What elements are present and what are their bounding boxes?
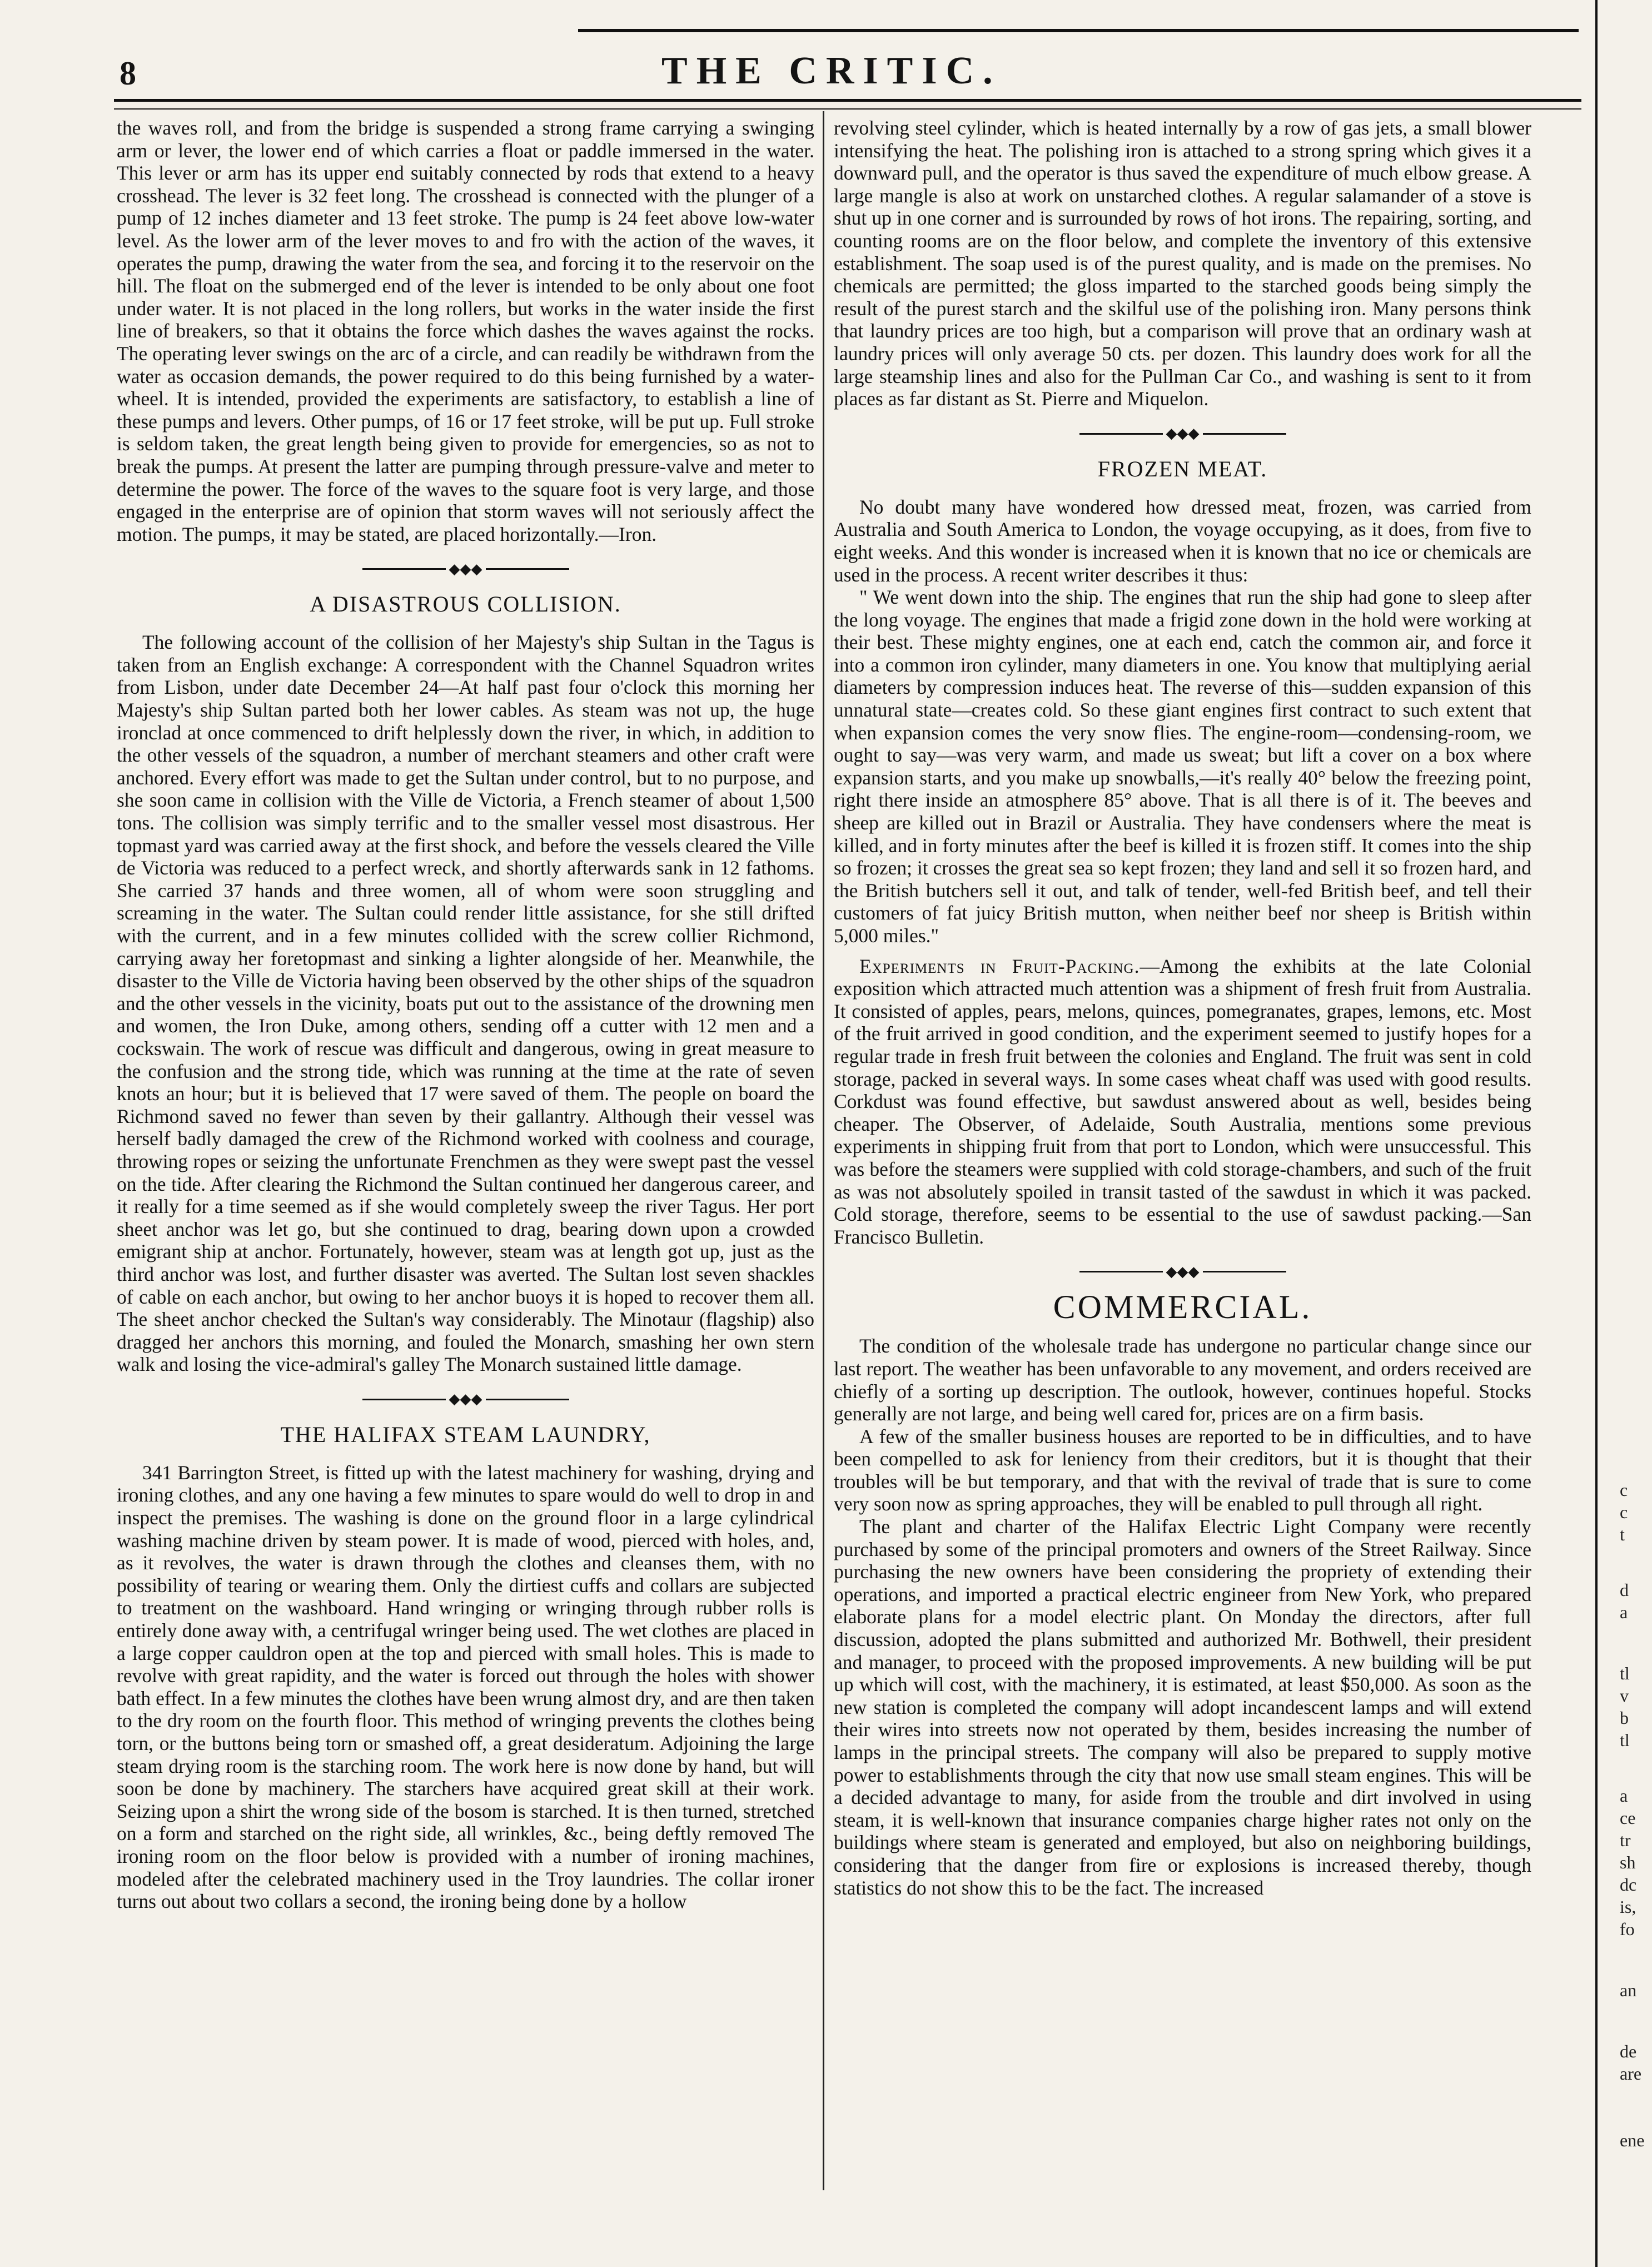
edge-fragment: a bbox=[1620, 1602, 1628, 1622]
laundry-continued: revolving steel cylinder, which is heated internally by a row of gas jets, a small blower intensifying the heat. The polishing iron is attached to a strong spring which gives it a downward pull, and the operator is thus saved the expenditure of much elbow grease. A large mangle is also at work on unstarched clothes. A regular salamander of a stove is shut up in one corner and is surrounded by rows of hot irons. The repairing, sorting, and counting rooms are on the floor below, and complete the inventory of this extensive establishment. The soap used is of the purest quality, and is made on the premises. No chemicals are permitted; the gloss imparted to the starched goods being simply the result of the purest starch and the skilful use of the polishing iron. Many persons think that laundry prices are too high, but a comparison will prove that an ordinary wash at laundry prices will only average 50 cts. per dozen. This laundry does work for all the large steamship lines and also for the Pullman Car Co., and washing is sent to it from places as far distant as St. Pierre and Miquelon. bbox=[834, 117, 1531, 410]
edge-fragment: c bbox=[1620, 1480, 1628, 1500]
edge-fragment: ene bbox=[1620, 2130, 1645, 2150]
commercial-paragraph-3: The plant and charter of the Halifax Electric Light Company were recently purchased by some of the principal promoters and owners of the Street Railway. Since purchasing the new owners have been considering the propriety of extending their operations, and imported a practical electric engineer from New York, who prepared elaborate plans for a model electric plant. On Monday the directors, after full discussion, adopted the plans submitted and authorized Mr. Bothwell, their president and manager, to proceed with the proposed improvements. A new building will be put up which will cost, with the machinery, it is estimated, at least $50,000. As soon as the new station is completed the company will adopt incandescent lamps and will extend their wires into streets now not operated by them, besides increasing the number of lamps in the principal streets. The company will also be prepared to supply motive power to establishments through the city that now use small steam engines. This will be a decided advantage to many, for aside from the trouble and dirt involved in using steam, it is well-known that insurance companies charge higher rates not only on the buildings where steam is generated and employed, but also on neighboring buildings, considering that the danger from fire or explosions is increased thereby, though statistics do not show this to be the fact. The increased bbox=[834, 1515, 1531, 1899]
section-ornament bbox=[834, 422, 1531, 445]
collision-body: The following account of the collision of her Majesty's ship Sultan in the Tagus is taken from an English exchange: A correspondent with the Channel Squadron writes from Lisbon, under date December 24—At half past four o'clock this morning her Majesty's ship Sultan parted both her lower cables. As steam was not up, the huge ironclad at once commenced to drift helplessly down the river, in which, in addition to the other vessels of the squadron, a number of merchant steamers and other craft were anchored. Every effort was made to get the Sultan under control, but to no purpose, and she soon came in collision with the Ville de Victoria, a French steamer of about 1,500 tons. The collision was simply terrific and to the smaller vessel most disastrous. Her topmast yard was carried away at the first shock, and before the vessels cleared the Ville de Victoria was reduced to a perfect wreck, and shortly afterwards sank in 12 fathoms. She carried 37 hands and three women, all of whom were soon struggling and screaming in the water. The Sultan could render little assistance, for she still drifted with the current, and in a few minutes collided with the screw collier Richmond, carrying away her foretopmast and sinking a lighter alongside of her. Meanwhile, the disaster to the Ville de Victoria having been observed by the other ships of the squadron and the other vessels in the vicinity, boats put out to the assistance of the drowning men and women, the Iron Duke, among others, sending off a cutter with 12 men and a cockswain. The work of rescue was difficult and dangerous, owing in great measure to the confusion and the strong tide, which was running at the time at the rate of seven knots an hour; but it is believed that 17 were saved of them. The people on board the Richmond saved no fewer than seven by their gallantry. Although their vessel was herself badly damaged the crew of the Richmond worked with coolness and courage, throwing ropes or seizing the unfortunate Frenchmen as they were swept past the vessel on the tide. After clearing the Richmond the Sultan continued her dangerous career, and it really for a time seemed as if she would completely sweep the river Tagus. Her port sheet anchor was let go, but she continued to drag, bearing down upon a crowded emigrant ship at anchor. Fortunately, however, steam was at length got up, just as the third anchor was lost, and further disaster was averted. The Sultan lost seven shackles of cable on each anchor, but owing to her anchor buoys it is hoped to recover them all. The sheet anchor checked the Sultan's way considerably. The Minotaur (flagship) also dragged her anchors this morning, and fouled the Monarch, smashing her own stern walk and losing the vice-admiral's galley The Monarch sustained little damage. bbox=[117, 631, 814, 1376]
left-column bbox=[117, 117, 814, 2178]
ornament-diamond-icon: ◆◆◆ bbox=[1166, 1263, 1200, 1280]
section-ornament bbox=[117, 1388, 814, 1410]
edge-fragment: v bbox=[1620, 1686, 1629, 1706]
commercial-title: COMMERCIAL. bbox=[1053, 1289, 1312, 1326]
commercial-paragraph-1: The condition of the wholesale trade has undergone no particular change since our last report. The weather has been unfavorable to any movement, and orders received are chiefly of a sorting up description. The outlook, however, continues hopeful. Stocks generally are not large, and being well cared for, prices are on a firm basis. bbox=[834, 1335, 1531, 1425]
frozen-meat-intro: No doubt many have wondered how dressed meat, frozen, was carried from Australia and South America to London, the voyage occupying, as it does, from five to eight weeks. And this wonder is increased when it is known that no ice or chemicals are used in the process. A recent writer describes it thus: bbox=[834, 495, 1531, 586]
edge-fragment: is, bbox=[1620, 1897, 1636, 1917]
edge-fragment: tl bbox=[1620, 1663, 1630, 1683]
page-number: 8 bbox=[120, 55, 136, 92]
edge-fragment: fo bbox=[1620, 1919, 1635, 1939]
frozen-meat-title: FROZEN MEAT. bbox=[1097, 456, 1268, 481]
edge-fragment: tr bbox=[1620, 1830, 1631, 1850]
edge-fragment: dc bbox=[1620, 1875, 1637, 1895]
edge-fragment: an bbox=[1620, 1980, 1637, 2000]
edge-fragment: t bbox=[1620, 1524, 1625, 1544]
laundry-title: THE HALIFAX STEAM LAUNDRY, bbox=[280, 1421, 651, 1447]
top-double-rule bbox=[114, 99, 1581, 110]
edge-fragment: a bbox=[1620, 1786, 1628, 1806]
frozen-meat-quote: " We went down into the ship. The engines that run the ship had gone to sleep after the long voyage. The engines that made a frigid zone down in the hold were working at their best. These mighty engines, one at each end, catch the common air, and force it into a common iron cylinder, many diameters in one. You know that multiplying aerial diameters by compression induces heat. The reverse of this—sudden expansion of this unnatural state—creates cold. So these giant engines first contract to such extent that when expansion comes the very snow flies. The engine-room—condensing-room, we ought to say—was very warm, and made us sweat; but lift a cover on a box where expansion starts, and you make up snowballs,—it's really 40° below the freezing point, right there inside an atmosphere 85° above. That is all there is of it. The beeves and sheep are killed out in Brazil or Australia. They have condensers where the meat is killed, and in forty minutes after the beef is killed it is frozen stiff. It comes into the ship so frozen; it crosses the great sea so kept frozen; they land and sell it so frozen hard, and the British butchers sell it out, and talk of tender, well-fed British beef, and tell their customers of fat juicy British mutton, when neither beef nor sheep is British within 5,000 miles." bbox=[834, 586, 1531, 947]
fruit-packing-paragraph bbox=[834, 955, 1531, 1249]
wave-pump-paragraph: the waves roll, and from the bridge is suspended a strong frame carrying a swinging arm or lever, the lower end of which carries a float or paddle immersed in the water. This lever or arm has its upper end suitably connected by rods that extend to a heavy crosshead. The lever is 32 feet long. The crosshead is connected with the plunger of a pump of 12 inches diameter and 13 feet stroke. The pump is 24 feet above low-water level. As the lower arm of the lever moves to and fro with the action of the waves, it operates the pump, drawing the water from the sea, and forcing it to the reservoir on the hill. The float on the submerged end of the lever is intended to be only about one foot under water. It is not placed in the long rollers, but works in the water inside the first line of breakers, so that it obtains the force which dashes the waves against the rocks. The operating lever swings on the arc of a circle, and can readily be withdrawn from the water as occasion demands, the power required to do this being furnished by a water-wheel. It is intended, provided the experiments are satisfactory, to establish a line of these pumps and levers. Other pumps, of 16 or 17 feet stroke, will be put up. Full stroke is seldom taken, the great length being given to provide for emergencies, so as not to break the pumps. At present the latter are pumping through pressure-valve and meter to determine the power. The force of the waves to the square foot is very large, and those engaged in the enterprise are of opinion that storm waves will not seriously affect the motion. The pumps, it may be stated, are placed horizontally.—Iron. bbox=[117, 117, 814, 545]
fruit-packing-body: —Among the exhibits at the late Colonial exposition which attracted much attention was a shipment of fresh fruit from Australia. It consisted of apples, pears, melons, quinces, pomegranates, grapes, lemons, etc. Most of the fruit arrived in good condition, and the experiment seemed to justify hopes for a regular trade in fresh fruit between the colonies and England. The fruit was sent in cold storage, packed in several ways. In some cases wheat chaff was used with good results. Corkdust was found effective, but sawdust answered about as well, besides being cheaper. The Observer, of Adelaide, South Australia, mentions some previous experiments in shipping fruit from that port to London, which were unsuccessful. This was before the steamers were supplied with cold storage-chambers, and such of the fruit as was not absolutely spoiled in transit tasted of the sawdust in which it was packed. Cold storage, therefore, seems to be essential to the use of sawdust packing.—San Francisco Bulletin. bbox=[834, 954, 1531, 1248]
commercial-paragraph-2: A few of the smaller business houses are reported to be in difficulties, and to have been compelled to ask for leniency from their creditors, but it is thought that their troubles will be but temporary, and that with the revival of trade that is sure to come very soon now as spring approaches, they will be enabled to pull through all right. bbox=[834, 1425, 1531, 1515]
masthead: THE CRITIC. bbox=[661, 49, 1002, 92]
ornament-diamond-icon: ◆◆◆ bbox=[449, 1391, 482, 1408]
edge-fragment: de bbox=[1620, 2041, 1637, 2061]
laundry-body: 341 Barrington Street, is fitted up with the latest machinery for washing, drying and ironing clothes, and any one having a few minutes to spare would do well to drop in and inspect the premises. The washing is done on the ground floor in a large cylindrical washing machine driven by steam power. It is made of wood, pierced with holes, and, as it revolves, the water is drawn through the clothes and cleanses them, with no possibility of tearing or wearing them. Only the dirtiest cuffs and collars are subjected to treatment on the washboard. Hand wringing or wringing through rubber rolls is entirely done away with, a centrifugal wringer being used. The wet clothes are placed in a large copper cauldron open at the top and pierced with small holes. This is made to revolve with great rapidity, and the water is forced out through the holes with shower bath effect. In a few minutes the clothes have been wrung almost dry, and are then taken to the dry room on the fourth floor. This method of wringing prevents the clothes being torn, or the buttons being torn or smashed off, a great desideratum. Adjoining the large steam drying room is the starching room. The work here is now done by hand, but will soon be done by machinery. The starchers have acquired great skill at their work. Seizing upon a shirt the wrong side of the bosom is starched. It is then turned, stretched on a form and starched on the right side, all wrinkles, &c., being deftly removed The ironing room on the floor below is provided with a number of ironing machines, modeled after the celebrated machinery used in the Troy laundries. The collar ironer turns out about two collars a second, the ironing being done by a hollow bbox=[117, 1461, 814, 1913]
header-rule bbox=[578, 29, 1579, 32]
edge-fragment: ce bbox=[1620, 1808, 1636, 1828]
adjacent-page-edge bbox=[1595, 0, 1652, 2267]
right-column bbox=[834, 117, 1531, 2178]
collision-title: A DISASTROUS COLLISION. bbox=[310, 591, 621, 617]
edge-fragment: tl bbox=[1620, 1730, 1630, 1750]
section-ornament bbox=[834, 1260, 1531, 1282]
column-divider bbox=[823, 111, 824, 2190]
section-ornament bbox=[117, 558, 814, 580]
ornament-diamond-icon: ◆◆◆ bbox=[1166, 425, 1200, 442]
fruit-packing-lead: Experiments in Fruit-Packing. bbox=[859, 954, 1140, 977]
edge-fragment: c bbox=[1620, 1502, 1628, 1522]
edge-fragment: sh bbox=[1620, 1852, 1636, 1872]
edge-fragment: are bbox=[1620, 2064, 1642, 2084]
edge-fragment: d bbox=[1620, 1580, 1629, 1600]
edge-fragment: b bbox=[1620, 1708, 1629, 1728]
ornament-diamond-icon: ◆◆◆ bbox=[449, 560, 482, 577]
